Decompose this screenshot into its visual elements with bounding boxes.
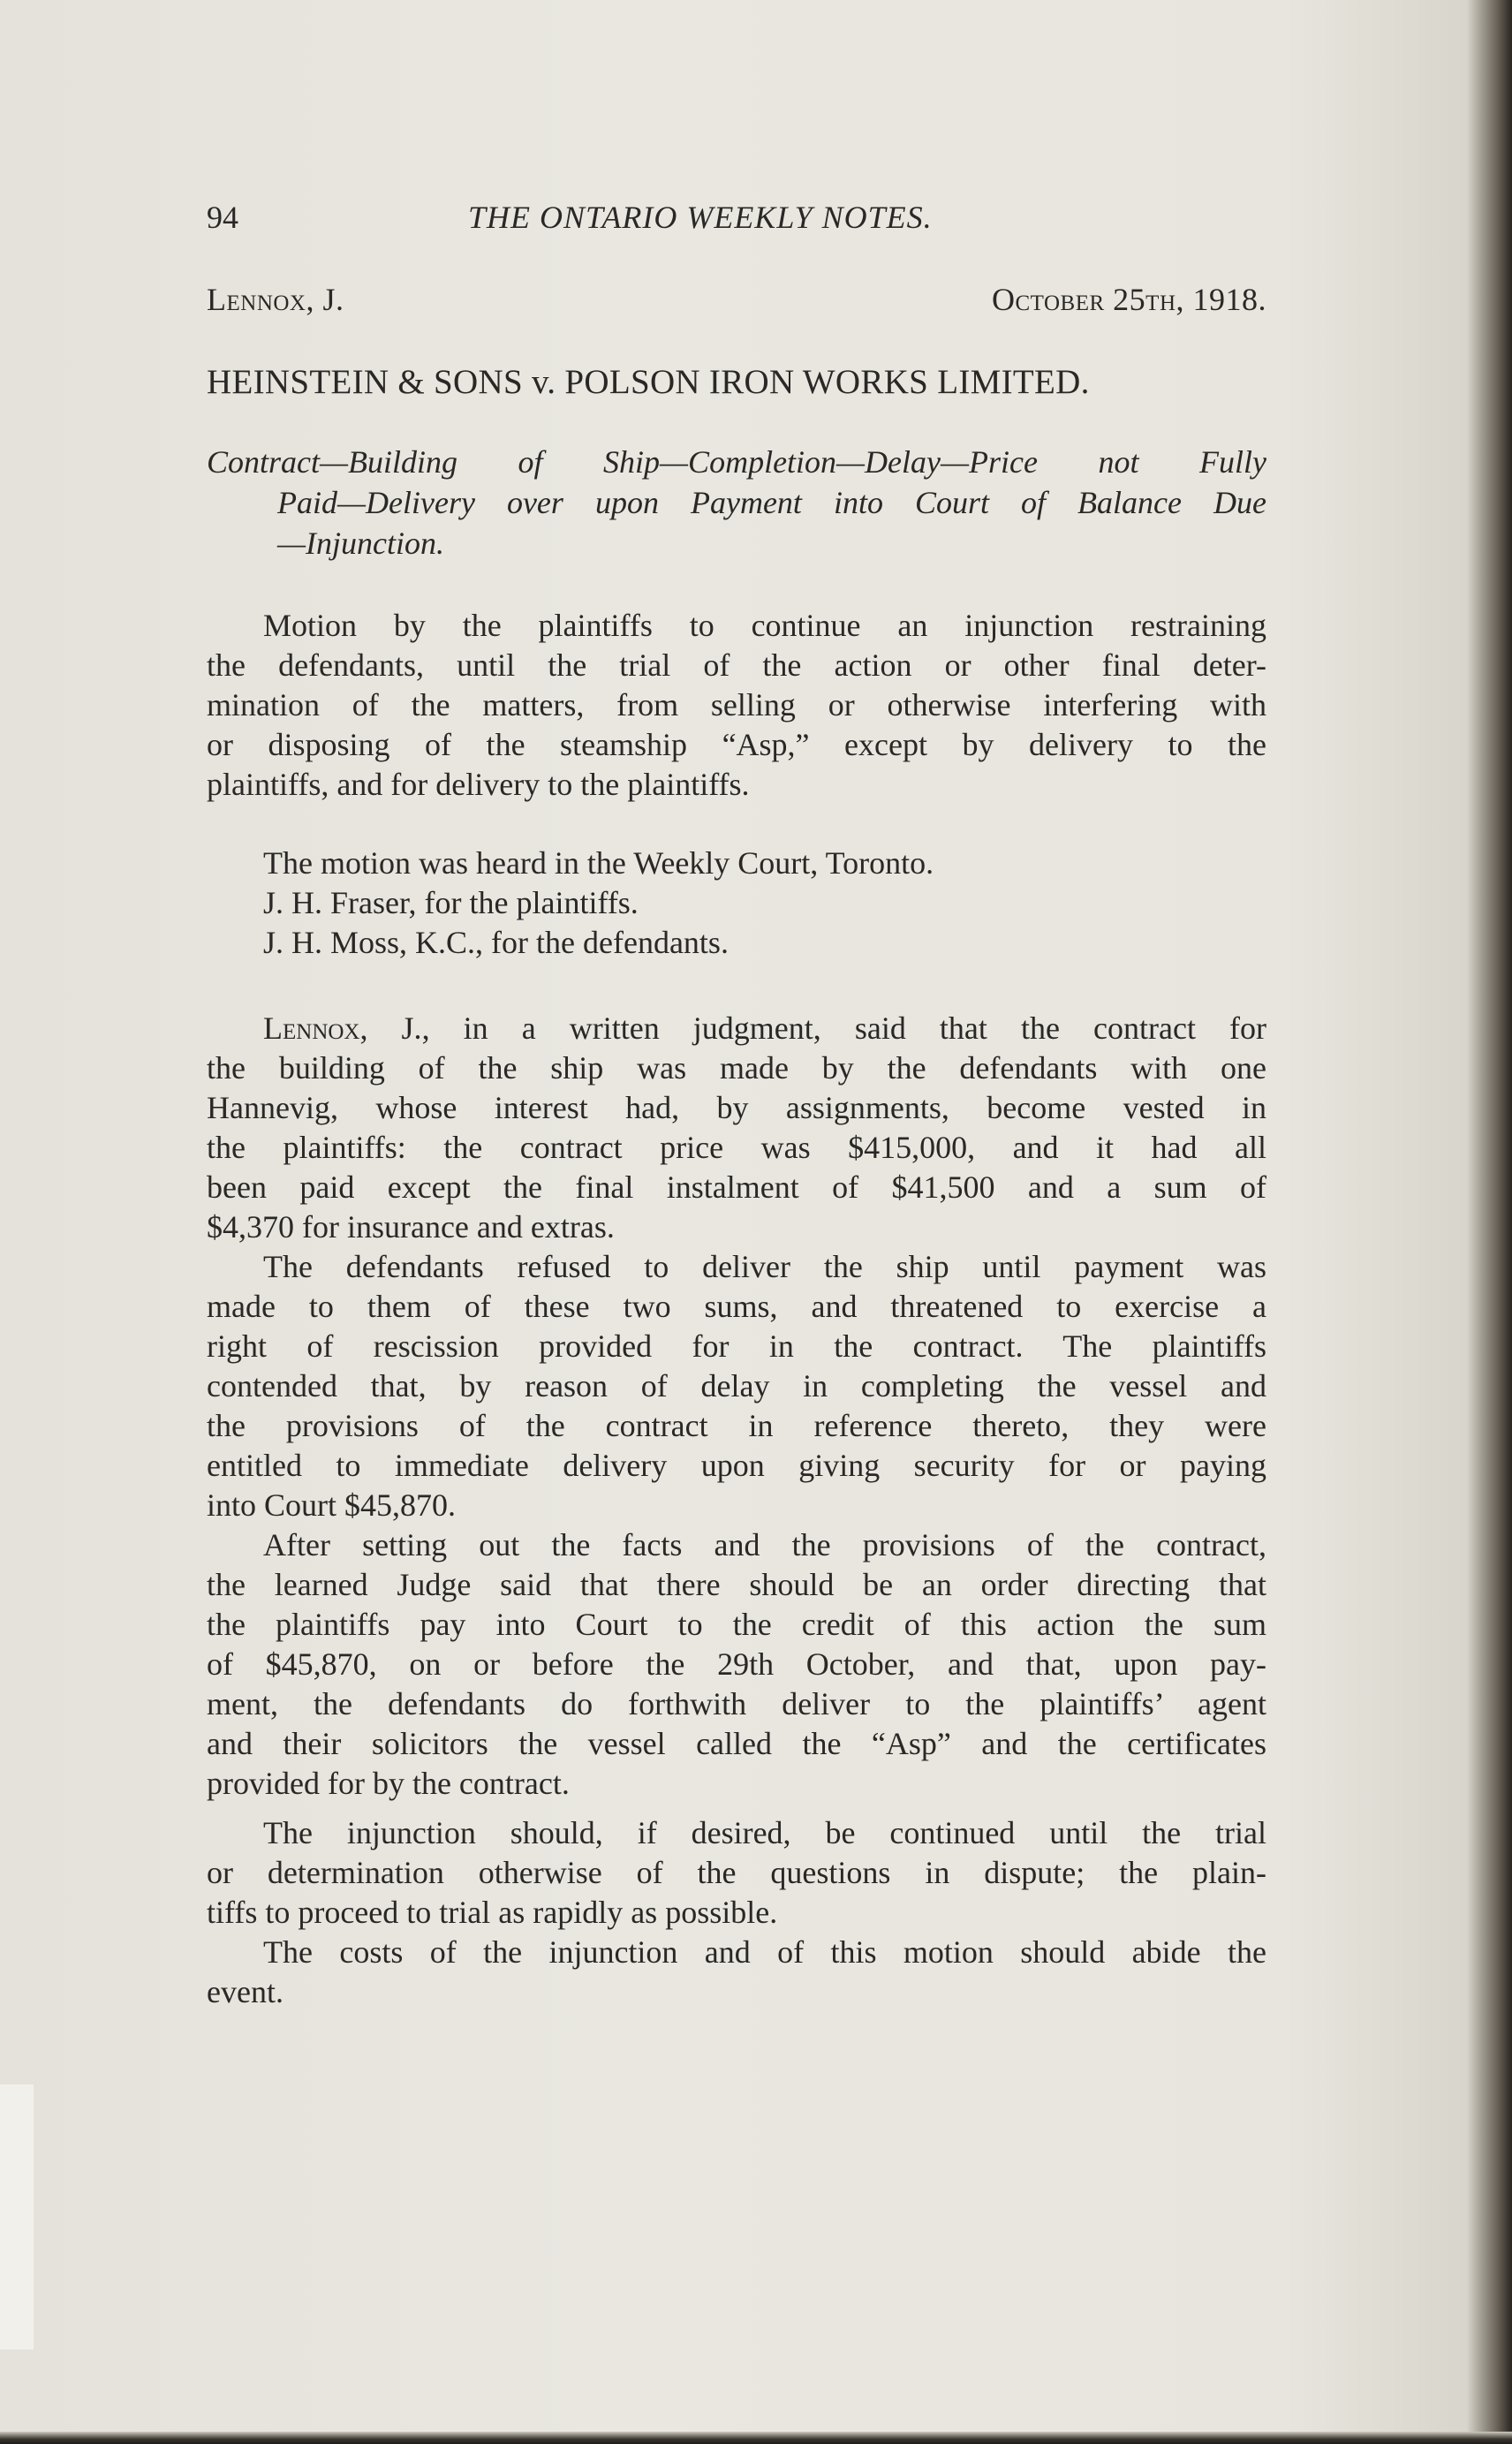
text-line: or determination otherwise of the questions in dispute; the plain-	[207, 1855, 1266, 1890]
text-line: mination of the matters, from selling or otherwise interfering with	[207, 687, 1266, 723]
judgment-paragraph-5	[207, 1933, 1266, 2012]
byline	[207, 281, 1266, 325]
text-line: or disposing of the steamship “Asp,” except by delivery to the	[207, 727, 1266, 762]
judgment-date: October 25th, 1918.	[992, 282, 1266, 317]
text-line: Hannevig, whose interest had, by assignments, become vested in	[207, 1090, 1266, 1125]
text-line: of $45,870, on or before the 29th October, and that, upon pay-	[207, 1646, 1266, 1682]
text-line: $4,370 for insurance and extras.	[207, 1209, 615, 1245]
journal-title: THE ONTARIO WEEKLY NOTES.	[468, 200, 933, 235]
text-line: right of rescission provided for in the contract. The plaintiffs	[207, 1328, 1266, 1364]
judge-name: Lennox, J.	[207, 282, 344, 317]
text-line: Motion by the plaintiffs to continue an injunction restraining	[263, 608, 1266, 643]
page-number: 94	[207, 200, 238, 235]
judgment-paragraph-2	[207, 1247, 1266, 1525]
text-line: the plaintiffs: the contract price was $415,000, and it had all	[207, 1130, 1266, 1165]
text-line: the defendants, until the trial of the action or other final deter-	[207, 647, 1266, 683]
text-line: plaintiffs, and for delivery to the plaintiffs.	[207, 767, 750, 802]
judgment-paragraph-4	[207, 1813, 1266, 1933]
headnote	[207, 442, 1266, 564]
text-line: After setting out the facts and the provisions of the contract,	[263, 1527, 1266, 1562]
page-bottom-edge	[0, 2432, 1512, 2444]
text-line: Lennox, J., in a written judgment, said that the contract for	[263, 1010, 1266, 1046]
counsel-defendants: J. H. Moss, K.C., for the defendants.	[263, 925, 729, 960]
text-line: ment, the defendants do forthwith deliver to the plaintiffs’ agent	[207, 1686, 1266, 1721]
motion-paragraph	[207, 606, 1266, 805]
text-line: the learned Judge said that there should be an order directing that	[207, 1567, 1266, 1602]
text-line: the building of the ship was made by the defendants with one	[207, 1050, 1266, 1086]
text-line: The injunction should, if desired, be continued until the trial	[263, 1815, 1266, 1850]
headnote-line: Paid—Delivery over upon Payment into Court of Balance Due	[277, 485, 1266, 520]
running-head	[207, 199, 1266, 243]
text-line: event.	[207, 1974, 284, 2009]
judgment-paragraph-1	[207, 1009, 1266, 1247]
judgment-paragraph-3	[207, 1525, 1266, 1804]
hearing-block	[207, 844, 1266, 963]
text-line: entitled to immediate delivery upon giving security for or paying	[207, 1448, 1266, 1483]
text-line: the plaintiffs pay into Court to the credit of this action the sum	[207, 1607, 1266, 1642]
text-line: made to them of these two sums, and threatened to exercise a	[207, 1289, 1266, 1324]
text-line: been paid except the final instalment of $41,500 and a sum of	[207, 1169, 1266, 1205]
hearing-line: The motion was heard in the Weekly Court, Toronto.	[263, 845, 934, 881]
text-line: The defendants refused to deliver the ship until payment was	[263, 1249, 1266, 1284]
headnote-line: —Injunction.	[277, 526, 444, 561]
margin-mark	[0, 2085, 34, 2349]
counsel-plaintiffs: J. H. Fraser, for the plaintiffs.	[263, 885, 639, 920]
text-line: tiffs to proceed to trial as rapidly as possible.	[207, 1895, 778, 1930]
headnote-line: Contract—Building of Ship—Completion—Delay—Price not Fully	[207, 444, 1266, 480]
text-line: provided for by the contract.	[207, 1766, 570, 1801]
case-title: HEINSTEIN & SONS v. POLSON IRON WORKS LIMITED.	[207, 363, 1090, 401]
text-line: contended that, by reason of delay in completing the vessel and	[207, 1368, 1266, 1404]
judge-lead: Lennox, J.	[263, 1010, 422, 1046]
text-line: into Court $45,870.	[207, 1487, 457, 1523]
text-line: the provisions of the contract in reference thereto, they were	[207, 1408, 1266, 1443]
text-line: The costs of the injunction and of this motion should abide the	[263, 1934, 1266, 1970]
text-line: and their solicitors the vessel called the “Asp” and the certificates	[207, 1726, 1266, 1761]
